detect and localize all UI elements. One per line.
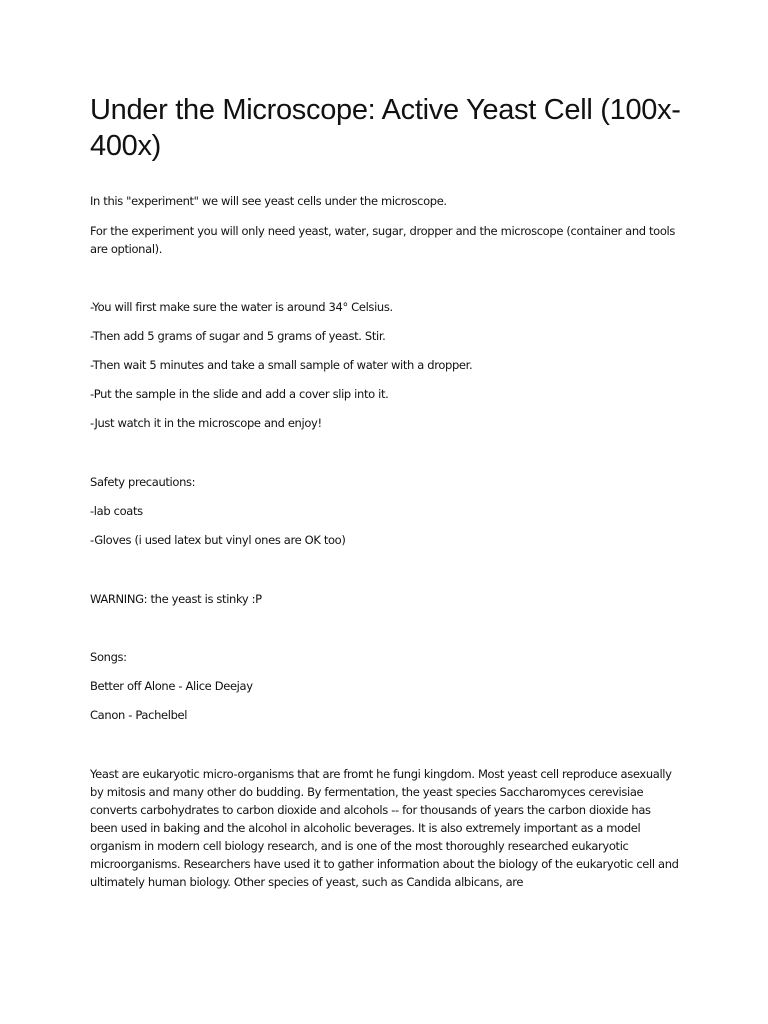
songs-heading: Songs:	[90, 650, 127, 664]
document-title: Under the Microscope: Active Yeast Cell (100x-400x)	[90, 94, 681, 162]
song-2: Canon - Pachelbel	[90, 708, 188, 722]
intro-text: In this "experiment" we will see yeast cells under the microscope.	[90, 194, 447, 208]
safety-item-2: -Gloves (i used latex but vinyl ones are OK too)	[90, 533, 346, 547]
warning-text: WARNING: the yeast is stinky :P	[90, 592, 262, 606]
requirements-text: For the experiment you will only need yeast, water, sugar, dropper and the microscope (container and tools are optional).	[90, 224, 676, 256]
safety-heading: Safety precautions:	[90, 475, 196, 489]
song-1: Better off Alone - Alice Deejay	[90, 679, 253, 693]
description-paragraph: Yeast are eukaryotic micro-organisms that are fromt he fungi kingdom. Most yeast cell reproduce asexually by mitosis and many other do budding. By fermentation, the yeast species Saccharomyces cerevisiae converts carbohydrates to carbon dioxide and alcohols -- for thousands of years the carbon dioxide has been used in baking and the alcohol in alcoholic beverages. It is also extremely important as a model organism in modern cell biology research, and is one of the most thoroughly researched eukaryotic microorganisms. Researchers have used it to gather information about the biology of the eukaryotic cell and ultimately human biology. Other species of yeast, such as Candida albicans, are	[90, 767, 679, 889]
safety-item-1: -lab coats	[90, 504, 143, 518]
step-5: -Just watch it in the microscope and enjoy!	[90, 416, 322, 430]
step-3: -Then wait 5 minutes and take a small sample of water with a dropper.	[90, 358, 473, 372]
step-2: -Then add 5 grams of sugar and 5 grams of yeast. Stir.	[90, 329, 386, 343]
step-1: -You will first make sure the water is around 34° Celsius.	[90, 300, 393, 314]
step-4: -Put the sample in the slide and add a cover slip into it.	[90, 387, 389, 401]
